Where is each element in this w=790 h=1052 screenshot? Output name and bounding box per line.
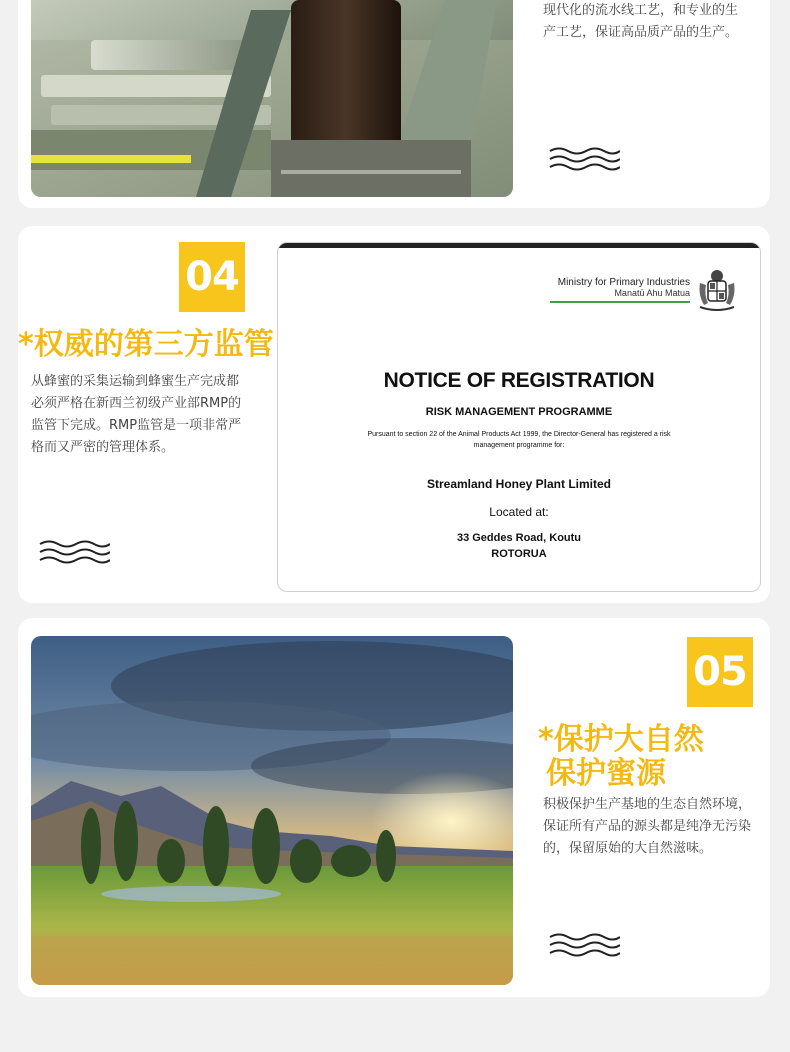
text-line: 必须严格在新西兰初级产业部RMP的 — [31, 396, 242, 411]
section-5-card — [18, 618, 770, 997]
certificate-pursuant-line-1: Pursuant to section 22 of the Animal Products Act 1999, the Director-General has registered a risk — [367, 431, 671, 438]
landscape-photo — [31, 636, 513, 985]
ministry-logo — [550, 277, 690, 303]
certificate-located: Located at: — [489, 505, 549, 519]
wave-icon — [548, 146, 620, 172]
section-3-text — [543, 0, 763, 44]
certificate-pursuant-line-2: management programme for: — [473, 442, 565, 449]
text-line: 产工艺，保证高品质产品的生产。 — [543, 25, 739, 40]
ministry-maori-name: Manatū Ahu Matua — [614, 288, 690, 298]
text-line: 积极保护生产基地的生态自然环境， — [543, 797, 752, 812]
certificate-company: Streamland Honey Plant Limited — [426, 477, 612, 491]
text-line: 监管下完成。RMP监管是一项非常严 — [31, 418, 242, 433]
ministry-name: Ministry for Primary Industries — [557, 277, 690, 288]
certificate-address-1: 33 Geddes Road, Koutu — [456, 532, 582, 544]
certificate-address-2: ROTORUA — [491, 548, 547, 560]
section-4-heading: *权威的第三方监管 — [18, 327, 274, 362]
text-line: 现代化的流水线工艺，和专业的生 — [543, 3, 739, 18]
section-5-text — [543, 794, 768, 860]
certificate-top-bar — [278, 243, 760, 248]
text-line: 从蜂蜜的采集运输到蜂蜜生产完成都 — [31, 374, 240, 389]
wave-icon — [38, 539, 110, 565]
text-line: 格而又严密的管理体系。 — [31, 440, 175, 455]
section-number-badge: 04 — [179, 242, 245, 312]
nz-coat-of-arms-icon — [694, 267, 740, 313]
ministry-green-line — [550, 301, 690, 303]
section-number-badge: 05 — [687, 637, 753, 707]
section-5-heading-line-2: 保护蜜源 — [546, 756, 666, 791]
certificate-title: NOTICE OF REGISTRATION — [383, 369, 655, 392]
text-line: 的，保留原始的大自然滋味。 — [543, 841, 713, 856]
section-3-card — [18, 0, 770, 208]
text-line: 保证所有产品的源头都是纯净无污染 — [543, 819, 752, 834]
production-line-photo — [31, 0, 513, 197]
section-5-heading-line-1: *保护大自然 — [538, 722, 704, 757]
section-4-text — [31, 371, 276, 459]
certificate-subtitle: RISK MANAGEMENT PROGRAMME — [425, 406, 613, 418]
section-4-card — [18, 226, 770, 603]
registration-certificate — [277, 242, 761, 592]
wave-icon — [548, 932, 620, 958]
